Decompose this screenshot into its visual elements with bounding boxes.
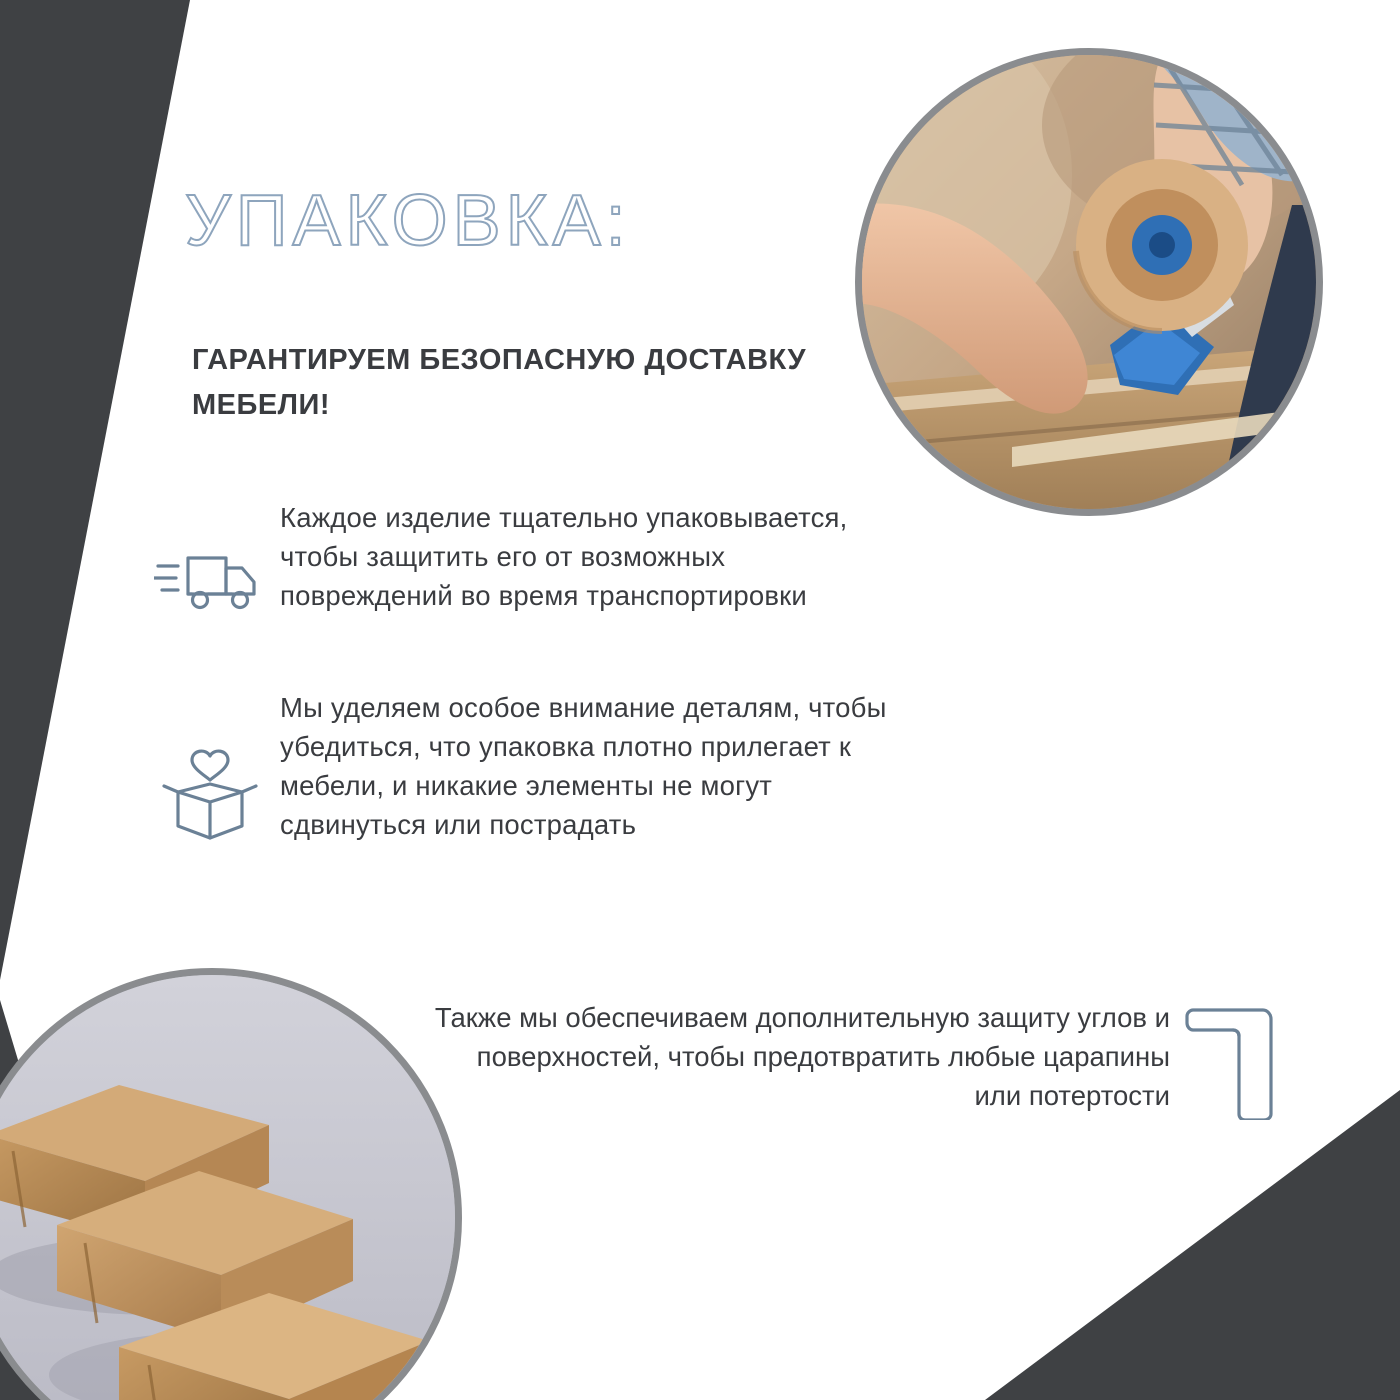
page-title: УПАКОВКА: <box>185 181 631 261</box>
open-box-heart-icon <box>140 688 280 846</box>
feature-item <box>140 688 920 846</box>
feature-item <box>140 498 900 618</box>
delivery-truck-icon <box>140 498 280 618</box>
page-subtitle: ГАРАНТИРУЕМ БЕЗОПАСНУЮ ДОСТАВКУ МЕБЕЛИ! <box>192 344 807 421</box>
feature-text: Мы уделяем особое внимание деталям, чтобы убедиться, что упаковка плотно прилегает к мебели, и никакие элементы не могут сдвинуться или пострадать <box>280 692 887 841</box>
photo-corner-protectors <box>0 968 462 1400</box>
bottom-note-text: Также мы обеспечиваем дополнительную защиту углов и поверхностей, чтобы предотвратить любые царапины или потертости <box>434 1002 1170 1112</box>
corner-protector-icon <box>1185 1000 1277 1125</box>
photo-taping-box <box>855 48 1323 516</box>
feature-text: Каждое изделие тщательно упаковывается, чтобы защитить его от возможных повреждений во время транспортировки <box>280 502 848 612</box>
